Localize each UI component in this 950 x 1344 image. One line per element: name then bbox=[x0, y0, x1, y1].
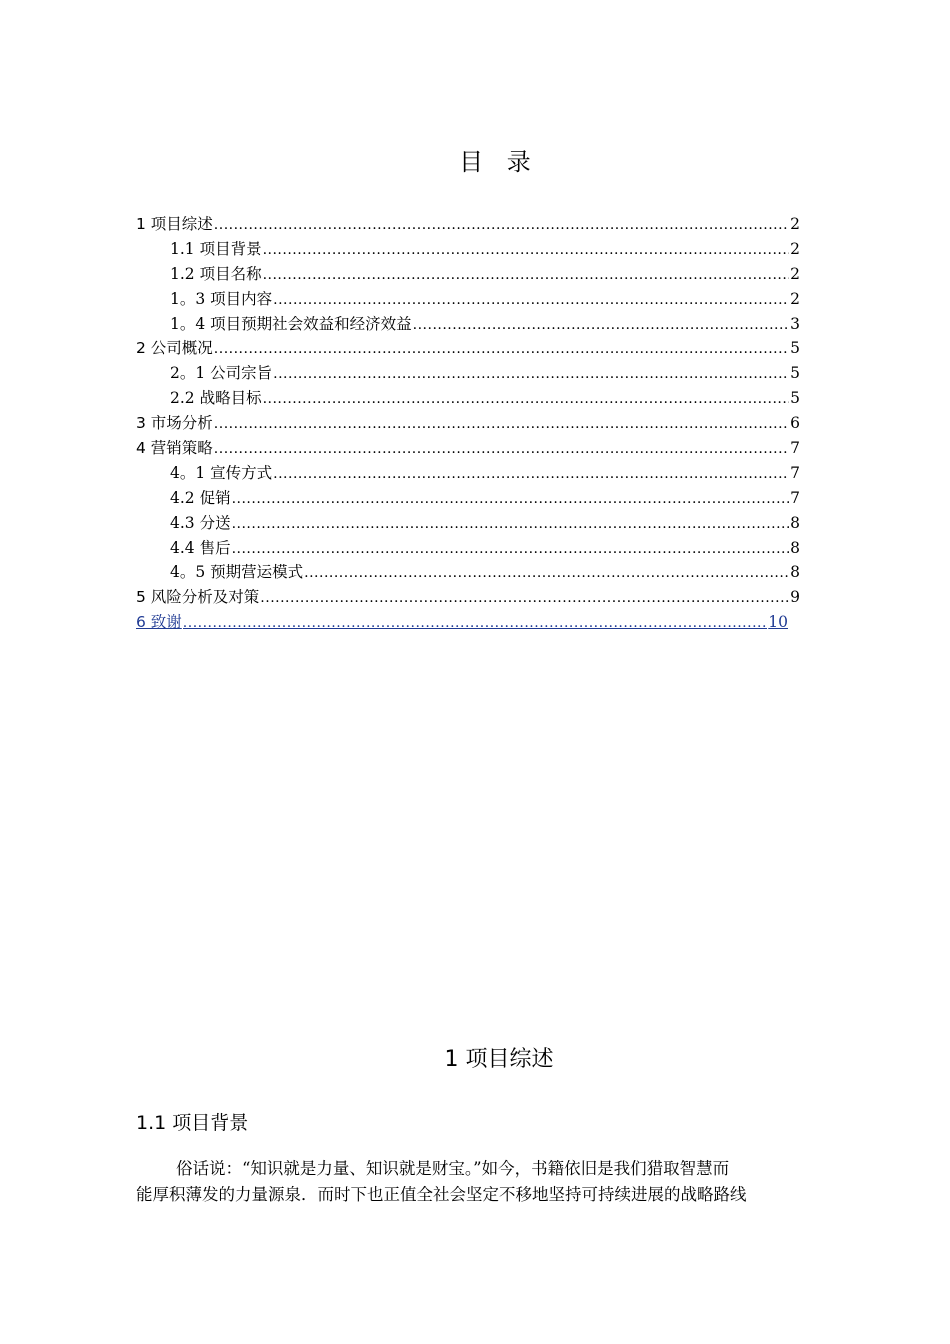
toc-leader-dots bbox=[273, 462, 789, 487]
toc-entry-label: 6 致谢 bbox=[136, 613, 182, 632]
toc-entry-label: 1 项目综述 bbox=[136, 215, 213, 233]
toc-entry-label: 4.4 售后 bbox=[170, 538, 231, 557]
toc-entry[interactable] bbox=[136, 486, 800, 511]
toc-leader-dots bbox=[214, 213, 789, 238]
toc-page-number: 2 bbox=[790, 264, 800, 283]
toc-entry[interactable] bbox=[136, 287, 800, 312]
toc-leader-dots bbox=[273, 362, 789, 387]
subsection-heading: 1.1 项目背景 bbox=[136, 1112, 249, 1134]
paragraph-line: 俗话说：“知识就是力量、知识就是财宝。”如今，书籍依旧是我们猎取智慧而 bbox=[176, 1159, 730, 1178]
paragraph-line: 能厚积薄发的力量源泉．而时下也正值全社会坚定不移地坚持可持续进展的战略路线 bbox=[136, 1185, 747, 1204]
toc-entry[interactable] bbox=[136, 262, 800, 287]
toc-entry-label: 2.2 战略目标 bbox=[170, 389, 262, 408]
toc-entry[interactable] bbox=[136, 461, 800, 486]
toc-leader-dots bbox=[232, 512, 790, 537]
toc-page-number: 6 bbox=[790, 414, 800, 433]
toc-leader-dots bbox=[263, 263, 790, 288]
toc-entry-label: 4.2 促销 bbox=[170, 488, 231, 507]
toc-leader-dots bbox=[413, 313, 789, 338]
toc-entry[interactable] bbox=[136, 212, 800, 237]
toc-leader-dots bbox=[304, 561, 789, 586]
toc-page-number: 8 bbox=[790, 513, 800, 532]
toc-page-number: 8 bbox=[790, 563, 800, 582]
toc-page-number: 7 bbox=[790, 488, 800, 507]
toc-entry[interactable] bbox=[136, 511, 800, 536]
toc-title: 目 录 bbox=[459, 148, 539, 176]
toc-page-number: 2 bbox=[790, 289, 800, 308]
toc-entry-label: 1。4 项目预期社会效益和经济效益 bbox=[170, 314, 412, 333]
toc-entry[interactable] bbox=[136, 361, 800, 386]
toc-leader-dots bbox=[232, 537, 790, 562]
toc-leader-dots bbox=[263, 238, 790, 263]
toc-page-number: 10 bbox=[768, 613, 788, 632]
section-heading: 1 项目综述 bbox=[444, 1047, 554, 1072]
toc-entry[interactable] bbox=[136, 560, 800, 585]
body-paragraph bbox=[136, 1156, 862, 1208]
table-of-contents bbox=[136, 212, 800, 635]
toc-page-number: 2 bbox=[790, 215, 800, 233]
toc-leader-dots bbox=[183, 611, 767, 636]
toc-leader-dots bbox=[263, 387, 790, 412]
toc-entry-label: 4。5 预期营运模式 bbox=[170, 563, 304, 582]
toc-entry[interactable] bbox=[136, 436, 800, 461]
toc-entry-label: 4。1 宣传方式 bbox=[170, 463, 273, 482]
toc-leader-dots bbox=[214, 437, 789, 462]
toc-entry-label: 4.3 分送 bbox=[170, 513, 231, 532]
toc-leader-dots bbox=[214, 337, 789, 362]
toc-entry-label: 5 风险分析及对策 bbox=[136, 588, 260, 607]
toc-entry-label: 4 营销策略 bbox=[136, 439, 213, 458]
toc-entry-label: 1.1 项目背景 bbox=[170, 239, 262, 258]
toc-entry-link[interactable] bbox=[136, 610, 800, 635]
toc-leader-dots bbox=[273, 288, 789, 313]
toc-entry-label: 2 公司概况 bbox=[136, 339, 213, 358]
toc-page-number: 2 bbox=[790, 239, 800, 258]
toc-leader-dots bbox=[260, 586, 789, 611]
toc-entry[interactable] bbox=[136, 411, 800, 436]
toc-entry[interactable] bbox=[136, 336, 800, 361]
toc-page-number: 9 bbox=[790, 588, 800, 607]
toc-entry[interactable] bbox=[136, 536, 800, 561]
toc-entry[interactable] bbox=[136, 386, 800, 411]
toc-page-number: 7 bbox=[790, 439, 800, 458]
toc-page-number: 3 bbox=[790, 314, 800, 333]
toc-leader-dots bbox=[232, 487, 790, 512]
toc-page-number: 8 bbox=[790, 538, 800, 557]
toc-entry-label: 1.2 项目名称 bbox=[170, 264, 262, 283]
toc-page-number: 5 bbox=[790, 364, 800, 383]
toc-entry[interactable] bbox=[136, 585, 800, 610]
toc-entry-label: 1。3 项目内容 bbox=[170, 289, 273, 308]
toc-page-number: 7 bbox=[790, 463, 800, 482]
toc-entry[interactable] bbox=[136, 237, 800, 262]
toc-page-number: 5 bbox=[790, 339, 800, 358]
toc-leader-dots bbox=[214, 412, 789, 437]
toc-entry-label: 3 市场分析 bbox=[136, 414, 213, 433]
toc-entry[interactable] bbox=[136, 312, 800, 337]
toc-entry-label: 2。1 公司宗旨 bbox=[170, 364, 273, 383]
toc-page-number: 5 bbox=[790, 389, 800, 408]
